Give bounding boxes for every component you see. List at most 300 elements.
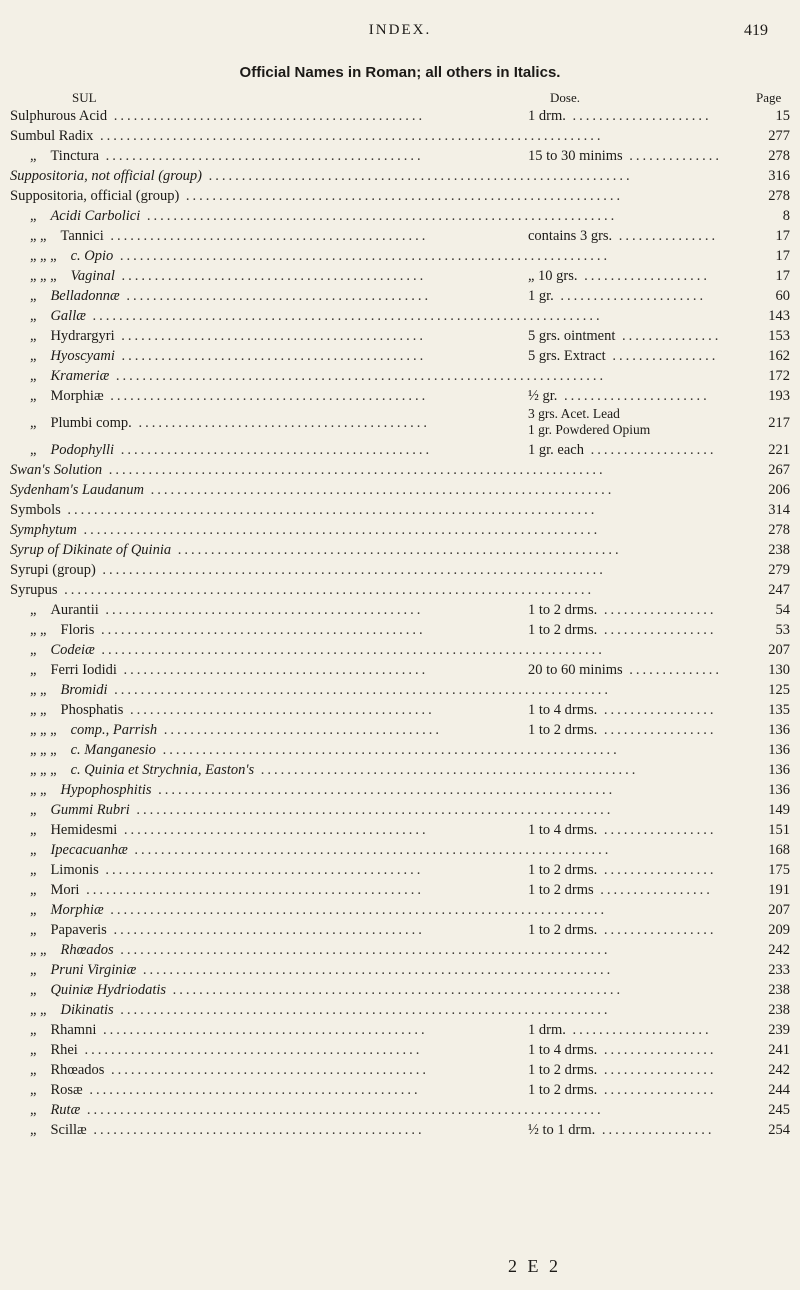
index-entry [0, 460, 800, 480]
entry-term: Symphytum [10, 522, 77, 538]
entry-name [30, 760, 638, 780]
entry-term: Gallæ [50, 308, 86, 324]
ditto-mark: „ „ „ [30, 722, 57, 738]
entry-term: Suppositoria, not official (group) [10, 168, 202, 184]
entry-term: c. Opio [70, 248, 114, 264]
entry-term: Aurantii [50, 602, 99, 618]
entry-name [30, 440, 432, 460]
leader-dots: ................................................ [98, 862, 424, 878]
entry-name [30, 960, 613, 980]
ditto-mark: „ [30, 328, 37, 344]
entry-name [30, 206, 617, 226]
index-entry [0, 600, 800, 620]
entry-term: Acidi Carbolici [50, 208, 141, 224]
entry-dose: ½ to 1 drm. ................. [528, 1122, 715, 1138]
entry-name [10, 106, 425, 126]
index-entry [0, 146, 800, 166]
index-entry [0, 580, 800, 600]
index-entry [0, 740, 800, 760]
signature-mark: 2 E 2 [508, 1256, 561, 1276]
entry-page: 8 [782, 208, 790, 224]
entry-name [30, 1100, 604, 1120]
entry-name [30, 640, 605, 660]
entry-dose: 1 to 4 drms. ................. [528, 702, 717, 718]
entry-name [30, 920, 425, 940]
entry-dose: 1 to 2 drms. ................. [528, 922, 717, 938]
ditto-mark: „ [30, 308, 37, 324]
entry-name [10, 500, 597, 520]
leader-dots: ........................................................................ [129, 802, 614, 818]
entry-term: Bromidi [60, 682, 108, 698]
index-entry [0, 940, 800, 960]
entry-term: Syrupus [10, 582, 58, 598]
entry-name [10, 540, 622, 560]
entry-name [30, 680, 611, 700]
index-entry [0, 346, 800, 366]
index-entry [0, 680, 800, 700]
entry-name [10, 580, 594, 600]
leader-dots: ...................................................................... [144, 482, 615, 498]
entry-term: Rhœados [50, 1062, 105, 1078]
entry-term: Papaveris [50, 922, 107, 938]
page-column-header: Page [756, 90, 782, 105]
entry-page: 316 [768, 168, 790, 184]
index-entry [0, 540, 800, 560]
index-entry [0, 126, 800, 146]
entry-dose: 5 grs. Extract ................ [528, 348, 719, 364]
leader-dots: ................. [597, 702, 717, 718]
index-entry [0, 326, 800, 346]
leader-dots: ................. [597, 1082, 717, 1098]
entry-term: Symbols [10, 502, 61, 518]
leader-dots: ............................................................................ [93, 128, 604, 144]
index-entry [0, 386, 800, 406]
ditto-mark: „ [30, 902, 37, 918]
leader-dots: ................. [597, 602, 717, 618]
entry-term: Floris [60, 622, 95, 638]
leader-dots: ................................................ [103, 388, 429, 404]
index-entry [0, 1000, 800, 1020]
ditto-mark: „ [30, 962, 37, 978]
leader-dots: ................. [597, 1042, 717, 1058]
entry-dose: „ 10 grs. ................... [528, 268, 711, 284]
index-entry [0, 1040, 800, 1060]
leader-dots: .................................................................... [166, 982, 624, 998]
leader-dots: ............... [612, 228, 719, 244]
index-entry [0, 920, 800, 940]
leader-dots: .............................................. [116, 662, 429, 678]
ditto-mark: „ [30, 148, 37, 164]
entry-page: 267 [768, 462, 790, 478]
entry-term: Phosphatis [60, 702, 124, 718]
entry-name [30, 1040, 422, 1060]
entry-term: Dikinatis [60, 1002, 114, 1018]
leader-dots: ........................................................................... [107, 682, 611, 698]
leader-dots: .............................................. [119, 288, 432, 304]
index-entry [0, 960, 800, 980]
leader-dots: ................... [583, 442, 717, 458]
entry-name [30, 266, 426, 286]
ditto-mark: „ „ [30, 682, 47, 698]
ditto-mark: „ [30, 662, 37, 678]
entry-name [30, 146, 424, 166]
entry-dose: 15 to 30 minims .............. [528, 148, 723, 164]
entry-page: 254 [768, 1122, 790, 1138]
entry-name [30, 600, 423, 620]
entry-page: 238 [768, 542, 790, 558]
leader-dots: .................................................. [86, 1122, 425, 1138]
index-entry [0, 980, 800, 1000]
ditto-mark: „ [30, 1062, 37, 1078]
entry-page: 239 [768, 1022, 790, 1038]
leader-dots: ..................... [565, 108, 712, 124]
entry-term: Hyoscyami [50, 348, 115, 364]
index-entry [0, 1080, 800, 1100]
ditto-mark: „ „ „ [30, 742, 57, 758]
ditto-mark: „ [30, 802, 37, 818]
entry-name [30, 900, 607, 920]
entry-term: Rhœados [60, 942, 114, 958]
entry-dose: 1 to 4 drms. ................. [528, 822, 717, 838]
entry-term: Syrup of Dikinate of Quinia [10, 542, 172, 558]
leader-dots: .............. [622, 662, 723, 678]
leader-dots: ................. [597, 1062, 717, 1078]
leader-dots: ................. [595, 1122, 715, 1138]
entry-dose: 20 to 60 minims .............. [528, 662, 723, 678]
leader-dots: ........................................................................... [102, 462, 606, 478]
entry-name [30, 1060, 429, 1080]
index-entry [0, 1100, 800, 1120]
entry-page: 153 [768, 328, 790, 344]
entry-page: 60 [775, 288, 790, 304]
ditto-mark: „ [30, 1102, 37, 1118]
entry-dose: 1 drm. ..................... [528, 1022, 712, 1038]
entry-dose: 5 grs. ointment ............... [528, 328, 722, 344]
entry-page: 278 [768, 188, 790, 204]
index-entry [0, 520, 800, 540]
ditto-mark: „ [30, 602, 37, 618]
leader-dots: ............................................................................. [85, 308, 603, 324]
entry-name [10, 560, 606, 580]
index-entry [0, 306, 800, 326]
ditto-mark: „ „ „ [30, 762, 57, 778]
ditto-mark: „ [30, 1122, 37, 1138]
entry-page: 217 [768, 415, 790, 431]
dose-column-header: Dose. [550, 90, 580, 105]
entry-term: Rosæ [50, 1082, 83, 1098]
leader-dots: .................................................. [82, 1082, 421, 1098]
entry-page: 241 [768, 1042, 790, 1058]
entry-name [30, 820, 429, 840]
entry-name [30, 940, 611, 960]
entry-name [30, 246, 610, 266]
index-entry [0, 186, 800, 206]
entry-term: Limonis [50, 862, 99, 878]
ditto-mark: „ [30, 642, 37, 658]
entry-name [30, 1080, 421, 1100]
index-entry [0, 660, 800, 680]
entry-name [10, 126, 604, 146]
entry-page: 149 [768, 802, 790, 818]
entry-page: 278 [768, 148, 790, 164]
index-entry [0, 860, 800, 880]
leader-dots: ............................................................................ [94, 642, 605, 658]
leader-dots: ................... [577, 268, 711, 284]
index-entry [0, 620, 800, 640]
entry-dose: 1 to 2 drms. ................. [528, 602, 717, 618]
leader-dots: ............................................ [131, 415, 430, 431]
leader-dots: ................ [605, 348, 719, 364]
entry-page: 151 [768, 822, 790, 838]
entry-dose: 1 to 2 drms. ................. [528, 622, 717, 638]
ditto-mark: „ [30, 1082, 37, 1098]
entry-dose: 1 drm. ..................... [528, 108, 712, 124]
entry-page: 54 [775, 602, 790, 618]
entry-name [30, 226, 428, 246]
entry-term: Sydenham's Laudanum [10, 482, 144, 498]
leader-dots: ..................................................................... [151, 782, 616, 798]
leader-dots: .............................................. [114, 348, 427, 364]
entry-name [30, 800, 613, 820]
entry-name [30, 860, 423, 880]
entry-name [30, 366, 606, 386]
index-entry [0, 1120, 800, 1140]
index-entry [0, 1060, 800, 1080]
leader-dots: ................. [597, 722, 717, 738]
entry-page: 314 [768, 502, 790, 518]
ditto-mark: „ [30, 982, 37, 998]
ditto-mark: „ [30, 822, 37, 838]
entry-page: 277 [768, 128, 790, 144]
index-entry [0, 1020, 800, 1040]
leader-dots: .............................................. [114, 268, 427, 284]
entry-name [30, 980, 623, 1000]
leader-dots: ............................................... [107, 108, 426, 124]
entry-dose: 1 gr. each ................... [528, 442, 717, 458]
entry-name [10, 460, 606, 480]
entry-page: 279 [768, 562, 790, 578]
leader-dots: ........................................................................... [103, 902, 608, 918]
index-entry [0, 640, 800, 660]
entry-page: 278 [768, 522, 790, 538]
ditto-mark: „ [30, 288, 37, 304]
entry-term: Mori [50, 882, 80, 898]
leader-dots: ................. [597, 862, 717, 878]
ditto-mark: „ „ [30, 228, 47, 244]
page-title: INDEX. [368, 22, 432, 38]
leader-dots: ...................... [553, 288, 707, 304]
index-entry [0, 820, 800, 840]
index-entry [0, 226, 800, 246]
entry-page: 168 [768, 842, 790, 858]
entry-dose: 1 gr. ...................... [528, 288, 707, 304]
index-entry [0, 440, 800, 460]
entry-term: Plumbi comp. [50, 415, 132, 431]
entry-term: Ipecacuanhæ [50, 842, 128, 858]
leader-dots: ................................................................................ [57, 582, 595, 598]
entry-term: Rhei [50, 1042, 78, 1058]
leader-dots: .............................................. [114, 328, 426, 344]
entry-page: 233 [768, 962, 790, 978]
entry-term: Syrupi (group) [10, 562, 96, 578]
ditto-mark: „ [30, 415, 37, 431]
leader-dots: ............... [615, 328, 722, 344]
entry-name [30, 386, 428, 406]
index-entry [0, 166, 800, 186]
ditto-mark: „ „ [30, 782, 47, 798]
index-entry [0, 266, 800, 286]
leader-dots: ................. [593, 882, 713, 898]
entry-name [30, 620, 426, 640]
leader-dots: .......................................................................... [113, 1002, 611, 1018]
index-entry [0, 760, 800, 780]
leader-dots: ................................................................... [171, 542, 622, 558]
index-entry [0, 500, 800, 520]
ditto-mark: „ „ [30, 1002, 47, 1018]
index-entry [0, 780, 800, 800]
ditto-mark: „ [30, 368, 37, 384]
entry-page: 244 [768, 1082, 790, 1098]
entry-name [30, 1120, 425, 1140]
ditto-mark: „ [30, 348, 37, 364]
entry-term: Hemidesmi [50, 822, 118, 838]
leader-dots: ................................................ [103, 228, 429, 244]
entry-name [10, 520, 600, 540]
entry-term: Tinctura [50, 148, 100, 164]
leader-dots: .......................................... [157, 722, 443, 738]
index-entry [0, 840, 800, 860]
entry-page: 135 [768, 702, 790, 718]
ditto-mark: „ [30, 388, 37, 404]
leader-dots: .............................................. [123, 702, 435, 718]
entry-name [10, 480, 614, 500]
leader-dots: ..................................................................... [155, 742, 620, 758]
leader-dots: ................................................................................ [60, 502, 598, 518]
entry-term: c. Quinia et Strychnia, Easton's [70, 762, 255, 778]
ditto-mark: „ [30, 842, 37, 858]
entry-page: 238 [768, 982, 790, 998]
entry-page: 245 [768, 1102, 790, 1118]
leader-dots: ................................................................ [202, 168, 633, 184]
index-entry [0, 366, 800, 386]
leader-dots: ............................................... [114, 442, 433, 458]
entry-name [30, 880, 424, 900]
entry-page: 238 [768, 1002, 790, 1018]
entry-term: Hydrargyri [50, 328, 115, 344]
index-entry [0, 286, 800, 306]
entry-term: Rutæ [50, 1102, 81, 1118]
ditto-mark: „ „ [30, 702, 47, 718]
section-letters: SUL [72, 90, 97, 105]
entry-term: Pruni Virginiæ [50, 962, 137, 978]
page-number: 419 [744, 22, 768, 39]
leader-dots: ..................... [565, 1022, 712, 1038]
entry-name [30, 660, 428, 680]
dose-brace-group [528, 406, 650, 438]
entry-page: 209 [768, 922, 790, 938]
entry-name [10, 186, 623, 206]
entry-term: Scillæ [50, 1122, 87, 1138]
ditto-mark: „ „ [30, 622, 47, 638]
entry-term: Swan's Solution [10, 462, 103, 478]
entry-term: Sumbul Radix [10, 128, 94, 144]
entry-term: Tannici [60, 228, 104, 244]
leader-dots: ......................................................... [254, 762, 639, 778]
entry-page: 17 [775, 248, 790, 264]
entry-dose: 1 to 2 drms. ................. [528, 1082, 717, 1098]
leader-dots: ................................................. [94, 622, 426, 638]
entry-page: 221 [768, 442, 790, 458]
entry-term: Rhamni [50, 1022, 97, 1038]
ditto-mark: „ [30, 882, 37, 898]
index-entry [0, 700, 800, 720]
dose-line: 3 grs. Acet. Lead [528, 406, 620, 421]
entry-page: 15 [775, 108, 790, 124]
entry-page: 242 [768, 942, 790, 958]
entry-name [30, 286, 431, 306]
index-entry [0, 106, 800, 126]
leader-dots: ........................................................................ [127, 842, 612, 858]
entry-term: Belladonnæ [50, 288, 120, 304]
entry-page: 207 [768, 642, 790, 658]
ditto-mark: „ [30, 1022, 37, 1038]
entry-page: 53 [775, 622, 790, 638]
leader-dots: .................................................................. [179, 188, 624, 204]
ditto-mark: „ [30, 1042, 37, 1058]
entry-term: Krameriæ [50, 368, 110, 384]
entry-term: Ferri Iodidi [50, 662, 117, 678]
leader-dots: ............................................... [106, 922, 425, 938]
entry-term: Hypophosphitis [60, 782, 152, 798]
entry-page: 136 [768, 782, 790, 798]
index-entry [0, 246, 800, 266]
entry-page: 136 [768, 742, 790, 758]
entry-page: 143 [768, 308, 790, 324]
index-entry [0, 880, 800, 900]
entry-page: 175 [768, 862, 790, 878]
entry-dose: 1 to 4 drms. ................. [528, 1042, 717, 1058]
leader-dots: ...................... [557, 388, 710, 404]
entry-name [30, 346, 426, 366]
entry-page: 193 [768, 388, 790, 404]
entry-term: c. Manganesio [70, 742, 156, 758]
index-entry [0, 406, 800, 440]
index-subheading: Official Names in Roman; all others in Italics. [239, 64, 561, 81]
entry-dose: 1 to 2 drms. ................. [528, 1062, 717, 1078]
entry-dose: 1 to 2 drms. ................. [528, 722, 717, 738]
entry-page: 130 [768, 662, 790, 678]
entry-name [30, 740, 620, 760]
entry-name [30, 1020, 428, 1040]
ditto-mark: „ „ [30, 942, 47, 958]
entry-page: 191 [768, 882, 790, 898]
leader-dots: .............................................................................. [80, 1102, 604, 1118]
entry-term: Vaginal [70, 268, 115, 284]
entry-term: Morphiæ [50, 388, 104, 404]
entry-page: 162 [768, 348, 790, 364]
index-entry [0, 800, 800, 820]
leader-dots: .......................................................................... [113, 942, 611, 958]
leader-dots: ................. [597, 822, 717, 838]
leader-dots: ................. [597, 922, 717, 938]
leader-dots: ............................................................................ [95, 562, 606, 578]
leader-dots: ................................................ [99, 148, 424, 164]
entry-page: 125 [768, 682, 790, 698]
index-entry [0, 720, 800, 740]
entry-page: 242 [768, 1062, 790, 1078]
running-head [0, 22, 800, 52]
entry-name [10, 166, 633, 186]
